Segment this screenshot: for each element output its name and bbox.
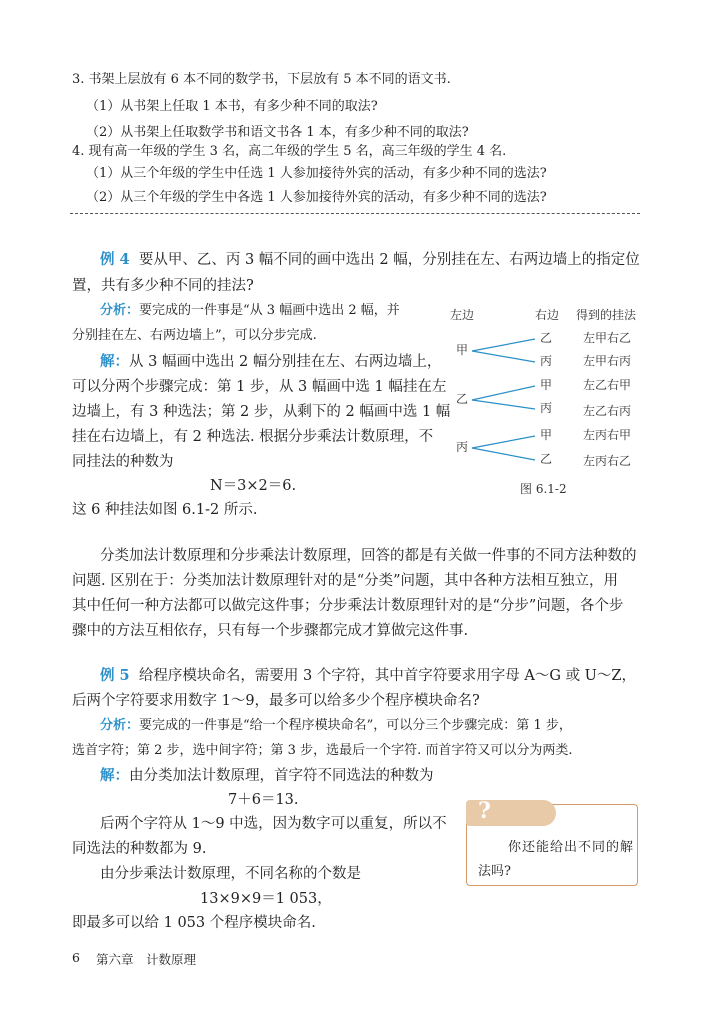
chapter-title: 第六章 计数原理: [96, 952, 197, 967]
example5-solution: [100, 764, 434, 785]
example4-analysis2: 分别挂在左、右两边墙上”，可以分步完成.: [72, 328, 317, 343]
result-item: 左乙右甲: [583, 378, 632, 392]
branch-line: [472, 351, 535, 362]
example5-sol2: 后两个字符从 1～9 中选，因为数字可以重复，所以不: [100, 816, 447, 832]
branch-line: [472, 400, 535, 409]
example4-statement: [100, 248, 640, 269]
branch-line: [472, 448, 535, 460]
example4-label: 例 4: [100, 251, 130, 268]
example5-sol1: 由分类加法计数原理，首字符不同选法的种数为: [129, 768, 434, 784]
example5-analysis1: 要完成的一件事是“给一个程序模块命名”，可以分三个步骤完成：第 1 步，: [139, 718, 572, 733]
example5-sol4: 由分步乘法计数原理，不同名称的个数是: [100, 866, 361, 882]
example5-line1: 给程序模块命名，需要用 3 个字符，其中首字符要求用字母 A～G 或 U～Z，: [138, 668, 636, 684]
example4-sol3: 边墙上，有 3 种选法；第 2 步，从剩下的 2 幅画中选 1 幅: [72, 404, 451, 420]
left-item: 丙: [456, 440, 469, 454]
branch-line: [472, 339, 535, 351]
result-item: 左丙右甲: [583, 428, 632, 442]
right-item: 乙: [540, 331, 553, 345]
figure-caption: 图 6.1-2: [520, 482, 567, 496]
analysis-label: 分析：: [100, 718, 140, 733]
right-item: 甲: [540, 428, 553, 442]
example4-sol6: 这 6 种挂法如图 6.1-2 所示.: [72, 502, 258, 518]
example5-sol3: 同选法的种数都为 9.: [72, 841, 207, 857]
exercise-3-1: （1）从书架上任取 1 本书，有多少种不同的取法?: [86, 99, 378, 114]
example4-sol2: 可以分两个步骤完成：第 1 步，从 3 幅画中选 1 幅挂在左: [72, 379, 447, 395]
section-divider: [70, 213, 640, 214]
exercise-3-2: （2）从书架上任取数学书和语文书各 1 本，有多少种不同的取法?: [86, 125, 469, 140]
analysis-label: 分析：: [100, 303, 140, 318]
left-item: 甲: [456, 343, 469, 357]
example5-line2: 后两个字符要求用数字 1～9，最多可以给多少个程序模块命名?: [72, 693, 480, 709]
right-item: 甲: [540, 378, 553, 392]
example4-line2: 置，共有多少种不同的挂法?: [72, 278, 254, 294]
example5-analysis2: 选首字符；第 2 步，选中间字符；第 3 步，选最后一个字符. 而首字符又可以分为两类.: [72, 743, 573, 758]
example4-analysis1: 要完成的一件事是“从 3 幅画中选出 2 幅，并: [139, 303, 400, 318]
page-number: 6: [72, 950, 80, 965]
result-item: 左甲右丙: [583, 354, 632, 368]
result-item: 左甲右乙: [583, 331, 632, 345]
example4-line1: 要从甲、乙、丙 3 幅不同的画中选出 2 幅，分别挂在左、右两边墙上的指定位: [138, 252, 640, 268]
tree-diagram: [440, 303, 680, 503]
exercise-3: 3. 书架上层放有 6 本不同的数学书，下层放有 5 本不同的语文书.: [72, 72, 451, 87]
right-item: 丙: [540, 354, 553, 368]
example4-solution: [100, 350, 441, 371]
example5-analysis: [100, 714, 572, 733]
thinking-box-line1: 你还能给出不同的解: [508, 840, 635, 855]
right-item: 乙: [540, 452, 553, 466]
col-right-header: 右边: [535, 308, 560, 322]
example5-sol5: 即最多可以给 1 053 个程序模块命名.: [72, 915, 316, 931]
example4-sol1: 从 3 幅画中选出 2 幅分别挂在左、右两边墙上，: [129, 354, 442, 370]
branch-line: [472, 436, 535, 448]
exercise-4: 4. 现有高一年级的学生 3 名，高二年级的学生 5 名，高三年级的学生 4 名.: [72, 144, 507, 159]
thinking-box-line2: 法吗?: [478, 864, 511, 879]
example4-formula: N＝3×2＝6.: [210, 478, 297, 494]
example5-formula2: 13×9×9＝1 053，: [200, 891, 332, 907]
summary-line1: 分类加法计数原理和分步乘法计数原理，回答的都是有关做一件事的不同方法种数的: [100, 548, 637, 564]
tree-branches: [472, 339, 535, 460]
col-result-header: 得到的挂法: [576, 308, 637, 322]
result-item: 左乙右丙: [583, 404, 632, 418]
question-mark-icon: ?: [478, 798, 491, 824]
example4-sol5: 同挂法的种数为: [72, 454, 174, 470]
example5-label: 例 5: [100, 667, 130, 684]
summary-line2: 问题. 区别在于：分类加法计数原理针对的是“分类”问题，其中各种方法相互独立，用: [72, 573, 619, 589]
right-item: 丙: [540, 401, 553, 415]
exercise-4-2: （2）从三个年级的学生中各选 1 人参加接待外宾的活动，有多少种不同的选法?: [86, 190, 547, 205]
branch-line: [472, 386, 535, 400]
solution-label: 解：: [100, 767, 129, 784]
summary-line3: 其中任何一种方法都可以做完这件事；分步乘法计数原理针对的是“分步”问题，各个步: [72, 598, 624, 614]
col-left-header: 左边: [450, 308, 475, 322]
example4-analysis: [100, 299, 400, 318]
left-item: 乙: [456, 392, 469, 406]
example5-statement: [100, 664, 636, 685]
result-item: 左丙右乙: [583, 454, 632, 468]
example5-formula1: 7＋6＝13.: [228, 792, 299, 808]
exercise-4-1: （1）从三个年级的学生中任选 1 人参加接待外宾的活动，有多少种不同的选法?: [86, 166, 547, 181]
summary-line4: 骤中的方法互相依存，只有每一个步骤都完成才算做完这件事.: [72, 623, 469, 639]
solution-label: 解：: [100, 353, 129, 370]
example4-sol4: 挂在右边墙上，有 2 种选法. 根据分步乘法计数原理，不: [72, 429, 434, 445]
